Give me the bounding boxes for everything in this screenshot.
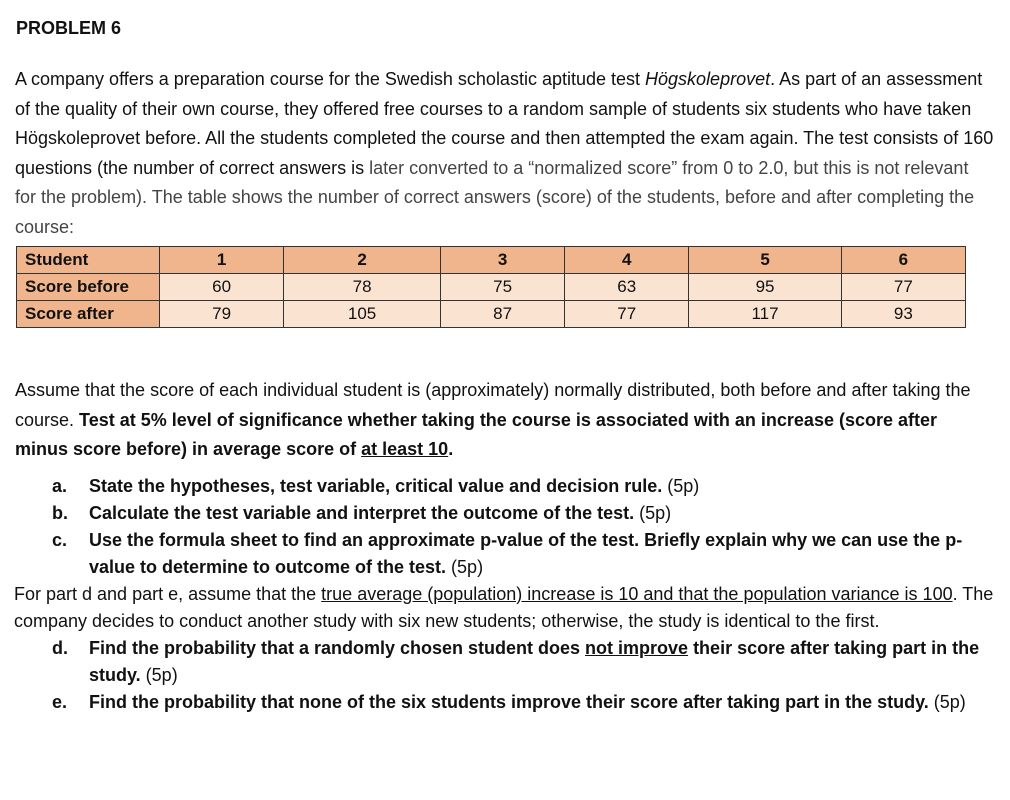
cell: 77 — [565, 301, 689, 328]
assumption-note — [14, 581, 994, 635]
table-header-row — [17, 247, 966, 274]
intro-text-2: . As part of an assessment of the quality of their own course, they offered free courses to a random sample of students six students who have taken Högskoleprovet before. All the students completed the course and then attempted the exam again. The test consists of 160 questions (the number of correct answers is — [15, 69, 994, 178]
test-instruction-end: . — [448, 439, 454, 459]
item-marker: c. — [52, 529, 68, 550]
list-item — [52, 500, 994, 527]
cell: 93 — [841, 301, 965, 328]
cell: 78 — [284, 274, 441, 301]
student-6: 6 — [841, 247, 965, 274]
problem-title: PROBLEM 6 — [16, 18, 122, 38]
item-points: (5p) — [634, 502, 672, 523]
document-page — [14, 10, 994, 716]
assumption-text: Assume that the score of each individual student is (approximately) normally distributed, both before and after taking the course. — [15, 380, 971, 430]
cell: 105 — [284, 301, 441, 328]
table-row-before — [17, 274, 966, 301]
item-marker: d. — [52, 637, 68, 658]
item-points: (5p) — [662, 475, 700, 496]
cell: 87 — [441, 301, 565, 328]
intro-text-3: later converted to a “normalized score” from 0 to 2.0, but this is not relevant for the problem). The table shows the number of correct answers (score) of the students, before and after completing the course: — [15, 157, 975, 237]
item-text-end: their score after taking part in the study. — [89, 637, 980, 685]
cell: 95 — [689, 274, 841, 301]
test-instruction: Test at 5% level of significance whether taking the course is associated with an increase (score after minus score before) in average score of — [15, 409, 938, 459]
student-4: 4 — [565, 247, 689, 274]
item-points: (5p) — [140, 664, 178, 685]
cell: 79 — [160, 301, 284, 328]
scores-table — [16, 246, 966, 328]
note-text-1: For part d and part e, assume that the — [14, 583, 322, 604]
cell: 77 — [841, 274, 965, 301]
item-text: Calculate the test variable and interpret the outcome of the test. — [89, 502, 635, 523]
item-points: (5p) — [446, 556, 484, 577]
student-2: 2 — [284, 247, 441, 274]
item-text: Use the formula sheet to find an approximate p-value of the test. Briefly explain why we can use the p-value to determine to outcome of the test. — [89, 529, 963, 577]
table-row-after — [17, 301, 966, 328]
list-item — [52, 473, 994, 500]
student-5: 5 — [689, 247, 841, 274]
item-marker: b. — [52, 502, 68, 523]
note-underlined: true average (population) increase is 10 and that the population variance is 100 — [321, 583, 953, 604]
list-item — [52, 689, 994, 716]
header-label: Student — [17, 247, 160, 274]
item-text: Find the probability that a randomly chosen student does — [89, 637, 586, 658]
cell: 75 — [441, 274, 565, 301]
item-marker: a. — [52, 475, 68, 496]
item-points: (5p) — [928, 691, 966, 712]
intro-text-1: A company offers a preparation course for the Swedish scholastic aptitude test — [15, 69, 646, 89]
test-threshold: at least 10 — [361, 439, 449, 459]
item-underlined: not improve — [585, 637, 689, 658]
student-3: 3 — [441, 247, 565, 274]
note-text-2: . The company decides to conduct another study with six new students; otherwise, the study is identical to the first. — [14, 583, 994, 631]
row-label-before: Score before — [17, 274, 160, 301]
student-1: 1 — [160, 247, 284, 274]
item-marker: e. — [52, 691, 68, 712]
list-item — [52, 635, 994, 689]
intro-italic-test-name: Högskoleprovet — [645, 69, 771, 89]
item-text: State the hypotheses, test variable, critical value and decision rule. — [89, 475, 663, 496]
item-text: Find the probability that none of the six students improve their score after taking part in the study. — [89, 691, 929, 712]
cell: 117 — [689, 301, 841, 328]
row-label-after: Score after — [17, 301, 160, 328]
assumption-paragraph — [15, 376, 994, 465]
cell: 60 — [160, 274, 284, 301]
question-list-1 — [14, 473, 994, 581]
intro-paragraph — [15, 65, 994, 242]
list-item — [52, 527, 994, 581]
cell: 63 — [565, 274, 689, 301]
question-list-2 — [14, 635, 994, 716]
